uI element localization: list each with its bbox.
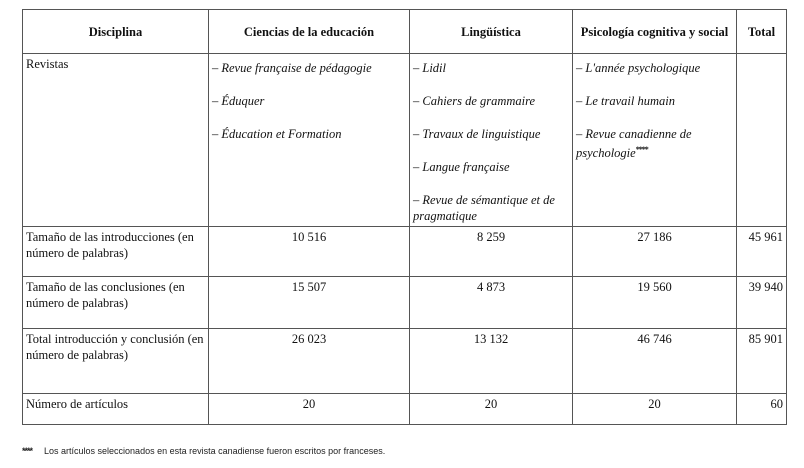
value-education: 15 507 <box>209 277 410 329</box>
journals-linguistics-cell <box>410 54 573 227</box>
journal-item: – Revue de sémantique et de pragmatique <box>413 193 555 223</box>
value-education: 10 516 <box>209 227 410 277</box>
journal-item: – L'année psychologique <box>576 61 701 75</box>
value-linguistics: 20 <box>410 394 573 425</box>
value-psychology: 46 746 <box>573 329 737 394</box>
journal-item: – Revue française de pédagogie <box>212 61 372 75</box>
footnote-text: Los artículos seleccionados en esta revista canadiense fueron escritos por franceses. <box>44 446 386 456</box>
table-row <box>23 394 787 425</box>
value-total: 60 <box>737 394 787 425</box>
journal-item: – Éduquer <box>212 94 265 108</box>
footnote-marker: **** <box>635 145 648 154</box>
row-label: Tamaño de las conclusiones (en número de palabras) <box>23 277 209 329</box>
value-psychology: 27 186 <box>573 227 737 277</box>
row-label: Total introducción y conclusión (en número de palabras) <box>23 329 209 394</box>
value-education: 26 023 <box>209 329 410 394</box>
journal-item: – Lidil <box>413 61 446 75</box>
journal-list-linguistics <box>413 56 569 224</box>
header-total: Total <box>737 10 787 54</box>
journal-item: – Travaux de linguistique <box>413 127 541 141</box>
header-psychology: Psicología cognitiva y social <box>573 10 737 54</box>
value-linguistics: 8 259 <box>410 227 573 277</box>
journals-total-cell <box>737 54 787 227</box>
value-education: 20 <box>209 394 410 425</box>
row-label: Tamaño de las introducciones (en número de palabras) <box>23 227 209 277</box>
footnote <box>22 446 385 456</box>
table-row <box>23 329 787 394</box>
journal-list-psychology <box>576 56 733 161</box>
value-psychology: 19 560 <box>573 277 737 329</box>
corpus-table <box>22 9 787 425</box>
value-total: 85 901 <box>737 329 787 394</box>
journal-list-education <box>212 56 406 142</box>
header-discipline: Disciplina <box>23 10 209 54</box>
value-total: 39 940 <box>737 277 787 329</box>
journal-item: – Langue française <box>413 160 510 174</box>
journal-item: – Cahiers de grammaire <box>413 94 536 108</box>
table-row <box>23 277 787 329</box>
journals-row <box>23 54 787 227</box>
journal-item: – Revue canadienne de psychologie**** <box>576 127 692 161</box>
value-psychology: 20 <box>573 394 737 425</box>
header-row <box>23 10 787 54</box>
header-education: Ciencias de la educación <box>209 10 410 54</box>
journal-item: – Le travail humain <box>576 94 675 108</box>
journals-label: Revistas <box>23 54 209 227</box>
row-label: Número de artículos <box>23 394 209 425</box>
journals-psychology-cell <box>573 54 737 227</box>
value-total: 45 961 <box>737 227 787 277</box>
header-linguistics: Lingüística <box>410 10 573 54</box>
table-row <box>23 227 787 277</box>
footnote-marker: **** <box>22 446 33 456</box>
value-linguistics: 4 873 <box>410 277 573 329</box>
value-linguistics: 13 132 <box>410 329 573 394</box>
journal-item: – Éducation et Formation <box>212 127 342 141</box>
journals-education-cell <box>209 54 410 227</box>
